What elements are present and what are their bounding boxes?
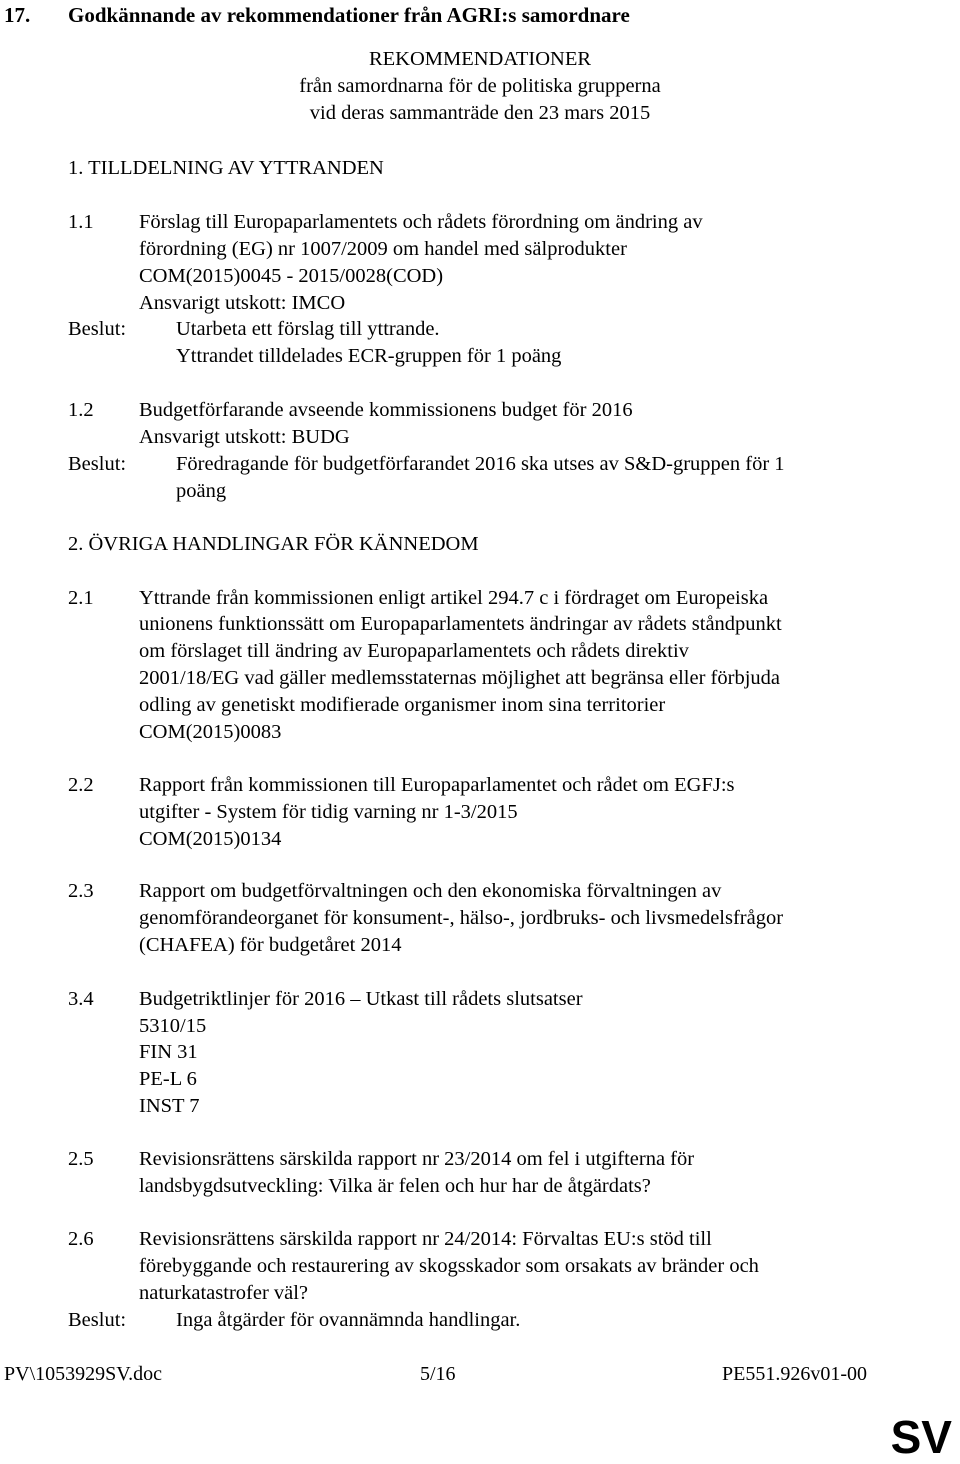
- item-3-4-line: FIN 31: [139, 1041, 198, 1063]
- item-2-6-decision-text: Inga åtgärder för ovannämnda handlingar.: [176, 1309, 521, 1331]
- rec-line-3: vid deras sammanträde den 23 mars 2015: [309, 102, 651, 124]
- item-1-2-decision-label: Beslut:: [68, 453, 127, 475]
- item-1-1-number: 1.1: [68, 211, 94, 233]
- item-2-1-number: 2.1: [68, 587, 94, 609]
- item-2-2-line: COM(2015)0134: [139, 828, 282, 850]
- footer-reference: PE551.926v01-00: [722, 1363, 867, 1385]
- item-2-6-line: Revisionsrättens särskilda rapport nr 24/2014: Förvaltas EU:s stöd till: [139, 1228, 712, 1250]
- rec-line-2: från samordnarna för de politiska grupperna: [299, 75, 661, 97]
- item-1-1-line: Förslag till Europaparlamentets och rådets förordning om ändring av: [139, 211, 703, 233]
- item-1-2-decision-line: Föredragande för budgetförfarandet 2016 ska utses av S&D-gruppen för 1: [176, 453, 785, 475]
- item-2-1-line: om förslaget till ändring av Europaparlamentets och rådets direktiv: [139, 640, 689, 662]
- item-2-1-line: Yttrande från kommissionen enligt artikel 294.7 c i fördraget om Europeiska: [139, 587, 769, 609]
- item-2-6-number: 2.6: [68, 1228, 94, 1250]
- item-1-1-decision-line: Utarbeta ett förslag till yttrande.: [176, 318, 440, 340]
- item-2-3-line: (CHAFEA) för budgetåret 2014: [139, 934, 402, 956]
- item-3-4-line: Budgetriktlinjer för 2016 – Utkast till rådets slutsatser: [139, 988, 583, 1010]
- item-2-6-line: förebyggande och restaurering av skogsskador som orsakats av bränder och: [139, 1255, 759, 1277]
- section-2-title: 2. ÖVRIGA HANDLINGAR FÖR KÄNNEDOM: [68, 533, 479, 555]
- item-2-1-line: unionens funktionssätt om Europaparlamentets ändringar av rådets ståndpunkt: [139, 613, 782, 635]
- item-2-2-line: Rapport från kommissionen till Europaparlamentet och rådet om EGFJ:s: [139, 774, 735, 796]
- item-3-4-line: PE-L 6: [139, 1068, 197, 1090]
- item-3-4-number: 3.4: [68, 988, 94, 1010]
- item-2-3-line: Rapport om budgetförvaltningen och den ekonomiska förvaltningen av: [139, 880, 722, 902]
- item-2-5-line: landsbygdsutveckling: Vilka är felen och hur har de åtgärdats?: [139, 1175, 651, 1197]
- item-2-6-line: naturkatastrofer väl?: [139, 1282, 309, 1304]
- footer-doc-id: PV\1053929SV.doc: [4, 1363, 162, 1385]
- item-3-4-line: 5310/15: [139, 1015, 207, 1037]
- item-1-1-decision-line: Yttrandet tilldelades ECR-gruppen för 1 poäng: [176, 345, 562, 367]
- item-1-1-decision-label: Beslut:: [68, 318, 127, 340]
- footer-page-number: 5/16: [420, 1363, 456, 1385]
- item-1-2-number: 1.2: [68, 399, 94, 421]
- item-2-2-line: utgifter - System för tidig varning nr 1-3/2015: [139, 801, 518, 823]
- item-3-4-line: INST 7: [139, 1095, 200, 1117]
- heading-number: 17.: [4, 3, 31, 27]
- item-1-2-decision-line: poäng: [176, 480, 227, 502]
- item-1-2-line: Budgetförfarande avseende kommissionens budget för 2016: [139, 399, 633, 421]
- item-1-1-line: COM(2015)0045 - 2015/0028(COD): [139, 265, 444, 287]
- item-2-3-number: 2.3: [68, 880, 94, 902]
- section-1-title: 1. TILLDELNING AV YTTRANDEN: [68, 157, 384, 179]
- item-2-6-decision-label: Beslut:: [68, 1309, 127, 1331]
- item-2-5-line: Revisionsrättens särskilda rapport nr 23/2014 om fel i utgifterna för: [139, 1148, 695, 1170]
- item-2-1-line: COM(2015)0083: [139, 721, 282, 743]
- item-2-1-line: 2001/18/EG vad gäller medlemsstaternas möjlighet att begränsa eller förbjuda: [139, 667, 780, 689]
- item-1-1-line: förordning (EG) nr 1007/2009 om handel med sälprodukter: [139, 238, 627, 260]
- item-2-2-number: 2.2: [68, 774, 94, 796]
- item-1-1-line: Ansvarigt utskott: IMCO: [139, 292, 346, 314]
- item-2-3-line: genomförandeorganet för konsument-, hälso-, jordbruks- och livsmedelsfrågor: [139, 907, 784, 929]
- item-2-5-number: 2.5: [68, 1148, 94, 1170]
- heading-title: Godkännande av rekommendationer från AGRI:s samordnare: [68, 3, 630, 27]
- item-2-1-line: odling av genetiskt modifierade organismer inom sina territorier: [139, 694, 666, 716]
- item-1-2-line: Ansvarigt utskott: BUDG: [139, 426, 350, 448]
- rec-line-1: REKOMMENDATIONER: [368, 48, 592, 70]
- language-badge: SV: [890, 1411, 952, 1463]
